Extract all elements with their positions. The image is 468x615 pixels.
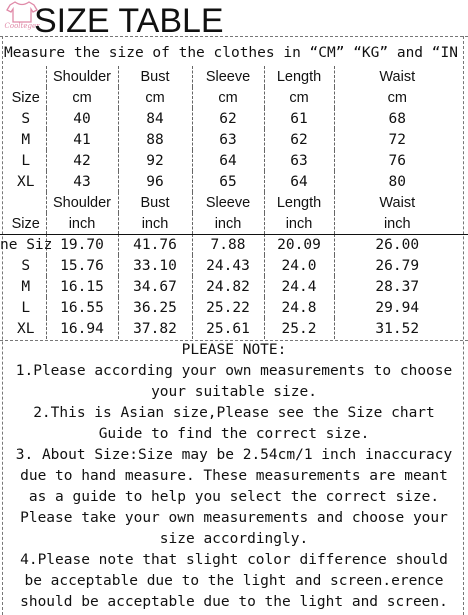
- border-left: [2, 36, 3, 615]
- value-cell: 40: [46, 108, 118, 129]
- value-cell: 84: [118, 108, 192, 129]
- inch-header-units-row: [6, 213, 460, 234]
- header-size: Size: [11, 215, 40, 232]
- header-waist: Waist: [334, 66, 460, 87]
- value-cell: 41: [46, 129, 118, 150]
- header-sleeve: Sleeve: [192, 192, 264, 213]
- unit-cell: inch: [192, 213, 264, 234]
- note-line: as a guide to help you select the correct size.: [28, 489, 440, 505]
- value-cell: 16.15: [46, 276, 118, 297]
- unit-cell: inch: [334, 213, 460, 234]
- header-cell: [6, 192, 46, 213]
- page-title: SIZE TABLE: [34, 2, 224, 40]
- note-line: be acceptable due to the light and screen.erence: [24, 573, 444, 589]
- inch-size-table: [0, 192, 460, 339]
- value-cell: 15.76: [46, 255, 118, 276]
- value-cell: 88: [118, 129, 192, 150]
- value-cell: 7.88: [192, 234, 264, 255]
- divider-line: [0, 234, 468, 235]
- subtitle: Measure the size of the clothes in “CM” “KG” and “IN: [4, 45, 458, 61]
- header-length: Length: [264, 66, 334, 87]
- note-line: Please take your own measurements and choose your: [20, 510, 448, 526]
- value-cell: 43: [46, 171, 118, 192]
- value-cell: 16.94: [46, 318, 118, 339]
- note-line: Guide to find the correct size.: [98, 426, 370, 442]
- size-cell: S: [21, 110, 31, 127]
- cm-header-units-row: [6, 87, 460, 108]
- cm-header-names-row: [6, 66, 460, 87]
- value-cell: 37.82: [118, 318, 192, 339]
- value-cell: 26.79: [334, 255, 460, 276]
- table-row: [6, 150, 460, 171]
- value-cell: 25.61: [192, 318, 264, 339]
- table-row: [6, 276, 460, 297]
- size-cell: XL: [17, 320, 35, 337]
- table-row: [6, 171, 460, 192]
- header-size: Size: [11, 89, 40, 106]
- unit-cell: cm: [334, 87, 460, 108]
- value-cell: 24.43: [192, 255, 264, 276]
- note-line: 4.Please note that slight color difference should: [20, 552, 448, 568]
- border-top: [0, 36, 468, 37]
- value-cell: 25.2: [264, 318, 334, 339]
- notes-block: [4, 340, 464, 613]
- value-cell: 62: [192, 108, 264, 129]
- unit-cell: cm: [46, 87, 118, 108]
- size-cell: ne Siz: [0, 236, 53, 253]
- value-cell: 72: [334, 129, 460, 150]
- note-line: 1.Please according your own measurements to choose: [15, 363, 453, 379]
- header-sleeve: Sleeve: [192, 66, 264, 87]
- value-cell: 65: [192, 171, 264, 192]
- value-cell: 42: [46, 150, 118, 171]
- value-cell: 63: [264, 150, 334, 171]
- value-cell: 24.0: [264, 255, 334, 276]
- value-cell: 33.10: [118, 255, 192, 276]
- header-shoulder: Shoulder: [46, 66, 118, 87]
- note-line: your suitable size.: [151, 384, 317, 400]
- size-cell: M: [21, 278, 31, 295]
- value-cell: 20.09: [264, 234, 334, 255]
- unit-cell: inch: [264, 213, 334, 234]
- unit-cell: inch: [118, 213, 192, 234]
- header-shoulder: Shoulder: [46, 192, 118, 213]
- value-cell: 96: [118, 171, 192, 192]
- unit-cell: cm: [118, 87, 192, 108]
- value-cell: 80: [334, 171, 460, 192]
- value-cell: 68: [334, 108, 460, 129]
- header-bust: Bust: [118, 192, 192, 213]
- table-row: [6, 129, 460, 150]
- table-row: [6, 297, 460, 318]
- header-length: Length: [264, 192, 334, 213]
- value-cell: 16.55: [46, 297, 118, 318]
- note-line: size accordingly.: [159, 531, 309, 547]
- value-cell: 34.67: [118, 276, 192, 297]
- value-cell: 36.25: [118, 297, 192, 318]
- value-cell: 92: [118, 150, 192, 171]
- value-cell: 28.37: [334, 276, 460, 297]
- value-cell: 25.22: [192, 297, 264, 318]
- note-line: should be acceptable due to the light and screen.: [20, 594, 448, 610]
- note-line: due to hand measure. These measurements are meant: [20, 468, 448, 484]
- value-cell: 26.00: [334, 234, 460, 255]
- value-cell: 19.70: [46, 234, 118, 255]
- table-row: [6, 318, 460, 339]
- unit-cell: cm: [192, 87, 264, 108]
- table-row: [6, 234, 460, 255]
- value-cell: 62: [264, 129, 334, 150]
- unit-cell: cm: [264, 87, 334, 108]
- value-cell: 41.76: [118, 234, 192, 255]
- logo-text: Coolteger: [4, 22, 40, 30]
- inch-header-names-row: [6, 192, 460, 213]
- value-cell: 64: [264, 171, 334, 192]
- cm-size-table: [6, 66, 460, 192]
- header-cell: [6, 66, 46, 87]
- notes-heading: PLEASE NOTE:: [181, 342, 287, 358]
- value-cell: 24.4: [264, 276, 334, 297]
- unit-cell: inch: [46, 213, 118, 234]
- value-cell: 76: [334, 150, 460, 171]
- size-cell: S: [21, 257, 31, 274]
- value-cell: 64: [192, 150, 264, 171]
- header-bust: Bust: [118, 66, 192, 87]
- value-cell: 61: [264, 108, 334, 129]
- note-line: 2.This is Asian size,Please see the Size chart: [33, 405, 435, 421]
- size-cell: XL: [17, 173, 35, 190]
- value-cell: 63: [192, 129, 264, 150]
- value-cell: 24.82: [192, 276, 264, 297]
- table-row: [6, 108, 460, 129]
- note-line: 3. About Size:Size may be 2.54cm/1 inch inaccuracy: [15, 447, 453, 463]
- table-row: [6, 255, 460, 276]
- value-cell: 24.8: [264, 297, 334, 318]
- size-cell: M: [21, 131, 31, 148]
- size-cell: L: [21, 299, 31, 316]
- value-cell: 29.94: [334, 297, 460, 318]
- size-cell: L: [21, 152, 31, 169]
- header-waist: Waist: [334, 192, 460, 213]
- value-cell: 31.52: [334, 318, 460, 339]
